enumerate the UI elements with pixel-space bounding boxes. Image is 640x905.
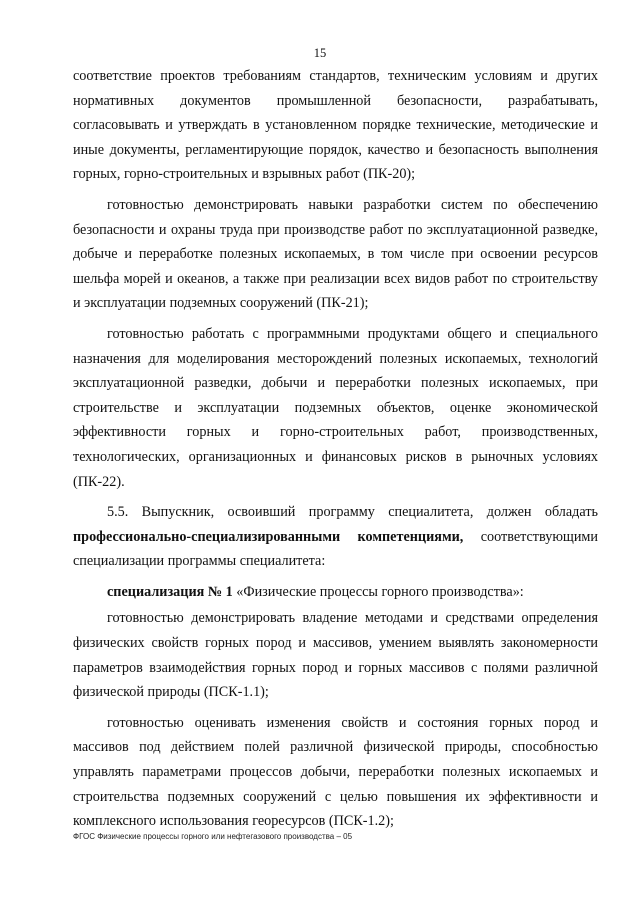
paragraph-psk-1-1: готовностью демонстрировать владение методами и средствами определения физических свойств горных пород и массивов, умением выявлять закономерности параметров взаимодействия горных пород и горных массивов с полями различной физической природы (ПСК-1.1);	[73, 610, 598, 701]
specialization-heading	[73, 580, 598, 605]
paragraph-5-5-bold: профессионально-специализированными компетенциями,	[73, 528, 464, 545]
paragraph-5-5-start: 5.5. Выпускник, освоивший программу специалитета, должен обладать	[107, 504, 598, 521]
specialization-title: «Физические процессы горного производства»:	[232, 583, 524, 600]
paragraph-psk-1-2: готовностью оценивать изменения свойств и состояния горных пород и массивов под действием полей различной физической природы, способностью управлять параметрами процессов добычи, переработки полезных ископаемых и строительства подземных сооружений с целью повышения их эффективности и комплексного использования георесурсов (ПСК-1.2);	[73, 714, 598, 830]
document-body	[73, 64, 598, 840]
paragraph-pk22: готовностью работать с программными продуктами общего и специального назначения для моделирования месторождений полезных ископаемых, технологий эксплуатационной разведки, добычи и переработки полезных ископаемых, при строительстве и эксплуатации подземных объектов, оценке экономической эффективности горных и горно-строительных работ, производственных, технологических, организационных и финансовых рисков в рыночных условиях (ПК-22).	[73, 325, 598, 490]
paragraph-5-5	[73, 500, 598, 574]
paragraph-pk21: готовностью демонстрировать навыки разработки систем по обеспечению безопасности и охраны труда при производстве работ по эксплуатационной разведке, добыче и переработке полезных ископаемых, в том числе при освоении ресурсов шельфа морей и океанов, а также при реализации всех видов работ по строительству и эксплуатации подземных сооружений (ПК-21);	[73, 196, 598, 312]
page-footer: ФГОС Физические процессы горного или нефтегазового производства – 05	[73, 832, 353, 841]
paragraph-5-5-end: соответствующими специализации программы специалитета:	[73, 528, 599, 570]
paragraph-pk20: соответствие проектов требованиям стандартов, техническим условиям и других нормативных документов промышленной безопасности, разрабатывать, согласовывать и утверждать в установленном порядке технические, методические и иные документы, регламентирующие порядок, качество и безопасность выполнения горных, горно-строительных и взрывных работ (ПК-20);	[73, 68, 598, 183]
specialization-label: специализация № 1	[107, 583, 233, 600]
page-number: 15	[313, 46, 327, 60]
